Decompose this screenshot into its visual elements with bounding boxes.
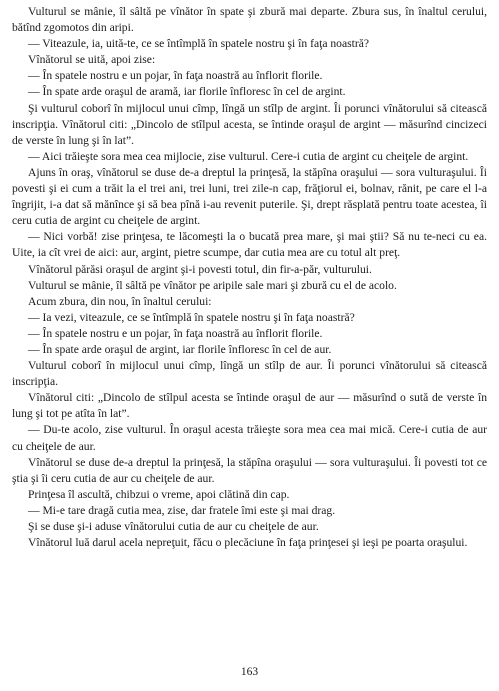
page-number: 163 [240,666,259,678]
paragraph-1: Vulturul se mânie, îl sâltă pe vînător în spate şi zbură mai departe. Zbura sus, în înaltul cerului, bătînd zgomotos din aripi. [12,5,487,35]
paragraph-4: — În spatele nostru e un pojar, în faţa noastră au înflorit florile. [28,69,323,83]
paragraph-15: — În spate arde oraşul de argint, iar florile înfloresc în cel de aur. [28,342,332,356]
paragraph-22: Şi se duse şi-i aduse vînătorului cutia de aur cu cheiţele de aur. [28,520,319,533]
paragraph-21: — Mi-e tare dragă cutia mea, zise, dar fratele îmi este şi mai drag. [28,503,336,517]
paragraph-20: Prinţesa îl ascultă, chibzui o vreme, apoi clătină din cap. [28,487,290,501]
paragraph-23: Vînătorul luă darul acela nepreţuit, făcu o plecăciune în faţa prinţesei şi ieşi pe poarta oraşului. [28,536,468,550]
paragraph-5: — În spate arde oraşul de aramă, iar florile înfloresc în cel de argint. [28,85,346,99]
paragraph-6: Şi vulturul coborî în mijlocul unui cîmp, lîngă un stîlp de argint. Îi porunci vînătorului să citească inscripţia. Vînătorul citi: „Dincolo de stîlpul acesta, se întinde oraşul de argint — măsurînd cincizeci de verste în lung şi în lat”. [12,101,487,147]
paragraph-10: Vînătorul părăsi oraşul de argint şi-i povesti totul, din fir-a-păr, vulturului. [28,262,372,276]
paragraph-8: Ajuns în oraş, vînătorul se duse de-a dreptul la prinţesă, la stăpîna oraşului — sora vulturaşului. Îi povesti şi ei cum a trăit la el trei ani, trei luni, trei zile-n cap, frăţiorul ei, bolnav, rănit, pe care el l-a îngrijit, i-a dat să mănînce şi să bea pînă i-au revenit puterile. Şi, drept răsplată pentru toate acestea, îi ceru cutia de argint cu cheiţele de argint. [12,165,487,228]
paragraph-11: Vulturul se mânie, îl sâltă pe vînător pe aripile sale mari şi zbură cu el de acolo. [28,278,397,292]
paragraph-9: — Nici vorbă! zise prinţesa, te lăcomeşti la o bucată prea mare, şi mai ştii? Să nu te-neci cu ea. Uite, ia cît vrei de aici: aur, argint, pietre scumpe, dar cutia mea are cu totul alt preţ. [12,230,487,260]
paragraph-7: — Aici trăieşte sora mea cea mijlocie, zise vulturul. Cere-i cutia de argint cu cheiţele de argint. [28,149,469,163]
page-text [12,4,487,551]
paragraph-3: Vînătorul se uită, apoi zise: [28,53,156,67]
paragraph-19: Vînătorul se duse de-a dreptul la prinţesă, la stăpîna oraşului — sora vulturaşului. Îi povesti tot ce ştia şi îi ceru cutia de aur cu cheiţele de aur. [12,455,487,485]
paragraph-14: — În spatele nostru e un pojar, în faţa noastră au înflorit florile. [28,326,323,340]
paragraph-2: — Viteazule, ia, uită-te, ce se întîmplă în spatele nostru şi în faţa noastră? [28,37,369,51]
paragraph-16: Vulturul coborî în mijlocul unui cîmp, lîngă un stîlp de aur. Îi porunci vînătorului să citească inscripţia. [12,359,487,389]
paragraph-18: — Du-te acolo, zise vulturul. În oraşul acesta trăieşte sora mea cea mai mică. Cere-i cutia de aur cu cheiţele de aur. [12,423,487,453]
paragraph-12: Acum zbura, din nou, în înaltul cerului: [28,294,212,308]
paragraph-17: Vînătorul citi: „Dincolo de stîlpul acesta se întinde oraşul de aur — măsurînd o sută de verste în lung şi tot pe atîta în lat”. [12,391,487,421]
paragraph-13: — Ia vezi, viteazule, ce se întîmplă în spatele nostru şi în faţa noastră? [28,310,355,324]
